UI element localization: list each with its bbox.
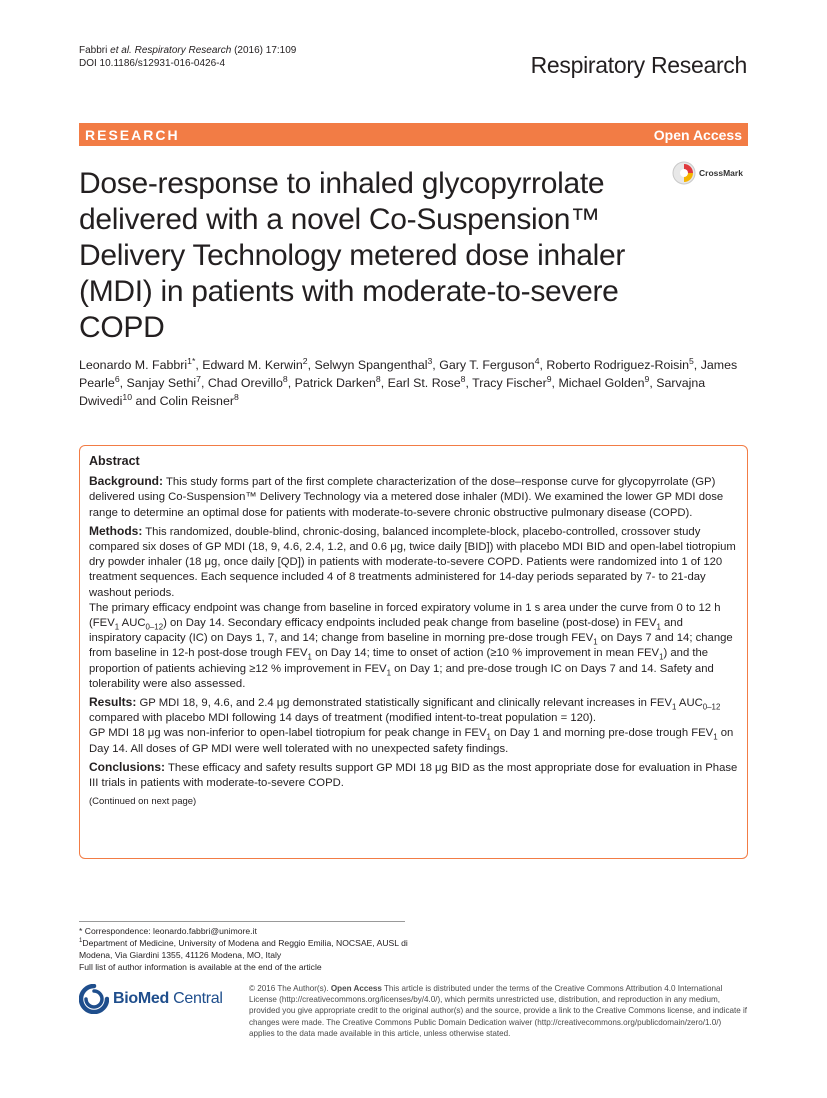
author-name[interactable]: James Pearle <box>79 358 738 390</box>
sub: 0–12 <box>702 702 721 712</box>
sub: 1 <box>671 702 677 712</box>
author-affiliation-sup: 8 <box>375 373 381 384</box>
author-affiliation-sup: 1* <box>187 355 196 366</box>
abstract-results <box>89 695 738 757</box>
author-affiliation-sup: 7 <box>196 373 201 384</box>
sub: 1 <box>486 732 491 742</box>
publisher-central: Central <box>168 990 223 1007</box>
continued-note: (Continued on next page) <box>89 796 197 808</box>
methods-text-2: ) and the proportion of patients achieving ≥12 % improvement in FEV <box>89 647 709 675</box>
author-name[interactable]: Gary T. Ferguson <box>439 358 535 372</box>
crossmark-icon <box>672 161 696 185</box>
affiliation <box>79 937 409 961</box>
author-name[interactable]: Tracy Fischer <box>472 376 547 390</box>
article-type-label: RESEARCH <box>85 126 180 143</box>
sub: 0–12 <box>145 622 164 632</box>
author-affiliation-sup: 8 <box>460 373 466 384</box>
affiliation-sup: 1 <box>79 938 83 945</box>
citation-authors: Fabbri <box>79 45 108 56</box>
author-affiliation-sup: 10 <box>122 391 133 402</box>
author-affiliation-sup: 2 <box>302 355 308 366</box>
background-label: Background: <box>89 474 164 489</box>
sub: 1 <box>114 622 120 632</box>
citation-year: (2016) 17:109 <box>231 45 297 56</box>
citation-journal: et al. Respiratory Research <box>107 45 232 56</box>
sub: 1 <box>386 667 391 677</box>
conclusions-text: These efficacy and safety results support GP MDI 18 μg BID as the most appropriate dose for evaluation in Phase III trials in patients with moderate-to-severe COPD. <box>89 761 738 790</box>
biomed-central-logo-icon <box>79 984 109 1014</box>
author-affiliation-sup: 9 <box>644 373 650 384</box>
author-list: Leonardo M. Fabbri$^{1*}$, Edward M. Kerwin$^2$, Selwyn Spangenthal$^3$, Gary T. Ferguson$^4$, Roberto Rodriguez-Roisin$^5$, James Pearle$^6$, Sanjay Sethi$^7$, Chad Orevillo$^8$, Patrick Darken$^8$, Earl St. Rose$^8$, Tracy Fischer$^9$, Michael Golden$^9$, Sarvajna Dwivedi$^{10}$ and Colin Reisner$^8$ <box>79 355 738 408</box>
results-label: Results: <box>89 695 137 710</box>
methods-text-2: AUC <box>119 617 146 630</box>
conclusions-label: Conclusions: <box>89 759 166 774</box>
methods-text-2: on Days 7 and 14; change from baseline in 12-h post-dose trough FEV <box>89 632 733 660</box>
author-affiliation-sup: 4 <box>534 355 540 366</box>
abstract-box <box>79 445 748 859</box>
author-name[interactable]: Sarvajna Dwivedi <box>79 376 706 408</box>
author-affiliation-sup: 5 <box>688 355 694 366</box>
citation-header <box>79 44 296 70</box>
author-name[interactable]: Earl St. Rose <box>387 376 461 390</box>
sub: 1 <box>656 622 661 632</box>
results-text-2: on Day 14. All doses of GP MDI were well tolerated with no unexpected safety findings. <box>89 727 734 755</box>
methods-text: This randomized, double-blind, chronic-dosing, balanced incomplete-block, placebo-controlled, crossover study compared six doses of GP MDI (18, 9, 4.6, 2.4, 1.2, and 0.6 μg, twice daily [BID]) with placebo MDI BID and open-label tiotropium dry powder inhaler (18 μg, once daily [QD]) in patients with moderate-to-severe COPD. Patients were randomized into 1 of 120 treatment sequences. Each sequence included 4 of 8 treatments administered for 14-day periods separated by 7- to 21-day washout periods. <box>89 525 736 599</box>
author-name[interactable]: Selwyn Spangenthal <box>314 358 428 372</box>
methods-text-2: ) on Day 14. Secondary efficacy endpoints included peak change from baseline (post-dose) in FEV <box>163 617 657 630</box>
abstract-conclusions <box>89 760 738 791</box>
journal-name: Respiratory Research <box>530 52 747 78</box>
results-text: compared with placebo MDI following 14 days of treatment (modified intent-to-treat population = 120). <box>89 712 597 725</box>
author-affiliation-sup: 9 <box>546 373 552 384</box>
license-text: This article is distributed under the terms of the Creative Commons Attribution 4.0 International License (http://creativecommons.org/licenses/by/4.0/), which permits unrestricted use, distribution, and reproduction in any medium, provided you give appropriate credit to the original author(s) and the source, provide a link to the Creative Commons license, and indicate if changes were made. The Creative Commons Public Domain Dedication waiver (http://creativecommons.org/publicdomain/zero/1.0/) applies to the data made available in this article, unless otherwise stated. <box>249 984 748 1038</box>
license-statement <box>249 983 749 1039</box>
methods-text-2: The primary efficacy endpoint was change from baseline in forced expiratory volume in 1 s area under the curve from 0 to 12 h (FEV <box>89 601 721 630</box>
publisher-bio: BioMed <box>113 990 169 1007</box>
crossmark-label: CrossMark <box>699 168 743 178</box>
methods-text-2: and inspiratory capacity (IC) on Days 1, 7, and 14; change from baseline in morning pre-dose trough FEV <box>89 617 683 645</box>
methods-text-2: on Day 14; time to onset of action (≥10 % improvement in mean FEV <box>311 647 660 660</box>
author-affiliation-sup: 8 <box>282 373 288 384</box>
author-name[interactable]: Roberto Rodriguez-Roisin <box>546 358 689 372</box>
open-access-label: Open Access <box>653 126 742 143</box>
results-text: GP MDI 18, 9, 4.6, and 2.4 μg demonstrated statistically significant and clinically relevant increases in FEV <box>136 697 672 710</box>
author-name[interactable]: Edward M. Kerwin <box>202 358 303 372</box>
affiliation-text: Department of Medicine, University of Modena and Reggio Emilia, NOCSAE, AUSL di Modena, Via Giardini 1355, 41126 Modena, MO, Italy <box>79 938 408 960</box>
author-name[interactable]: Michael Golden <box>558 376 645 390</box>
footnotes <box>79 925 409 973</box>
methods-label: Methods: <box>89 523 143 538</box>
methods-text-2: on Day 1; and pre-dose trough IC on Days 7 and 14. Safety and tolerability were also assessed. <box>89 662 714 690</box>
author-affiliation-sup: 6 <box>114 373 120 384</box>
license-open-access: Open Access <box>330 984 382 993</box>
author-name[interactable]: Sanjay Sethi <box>126 376 197 390</box>
publisher-logo[interactable] <box>79 984 223 1014</box>
author-affiliation-sup: 8 <box>233 391 239 402</box>
sub: 1 <box>713 732 718 742</box>
sub: 1 <box>659 652 664 662</box>
sub: 1 <box>307 652 312 662</box>
license-prefix: © 2016 The Author(s). <box>249 984 331 993</box>
results-text: AUC <box>676 697 703 710</box>
abstract-heading: Abstract <box>89 454 140 468</box>
results-text-2: GP MDI 18 μg was non-inferior to open-label tiotropium for peak change in FEV <box>89 727 487 740</box>
article-title: Dose-response to inhaled glycopyrrolate delivered with a novel Co-Suspension™ Delivery Technology metered dose inhaler (MDI) in patients with moderate-to-severe COPD <box>79 167 626 344</box>
doi[interactable]: DOI 10.1186/s12931-016-0426-4 <box>79 58 226 69</box>
sub: 1 <box>593 637 598 647</box>
crossmark-badge[interactable] <box>672 160 752 186</box>
results-text-2: on Day 1 and morning pre-dose trough FEV <box>490 727 714 740</box>
publisher-name <box>113 990 223 1008</box>
author-name[interactable]: Chad Orevillo <box>207 376 283 390</box>
author-name[interactable]: Leonardo M. Fabbri <box>79 358 188 372</box>
author-name[interactable]: Patrick Darken <box>294 376 376 390</box>
full-author-info-note: Full list of author information is available at the end of the article <box>79 962 322 972</box>
author-name[interactable]: Colin Reisner <box>159 394 234 408</box>
background-text: This study forms part of the first complete characterization of the dose–response curve for glycopyrrolate (GP) delivered using Co-Suspension™ Delivery Technology via a metered dose inhaler (MDI). We examined the lower GP MDI dose range to determine an optimal dose for patients with moderate-to-severe chronic obstructive pulmonary disease (COPD). <box>89 476 724 519</box>
author-affiliation-sup: 3 <box>427 355 433 366</box>
correspondence[interactable]: * Correspondence: leonardo.fabbri@unimore.it <box>79 926 257 936</box>
footnote-divider <box>79 921 405 922</box>
article-type-banner <box>79 123 748 146</box>
abstract-methods <box>89 524 738 692</box>
abstract-background <box>89 474 738 521</box>
